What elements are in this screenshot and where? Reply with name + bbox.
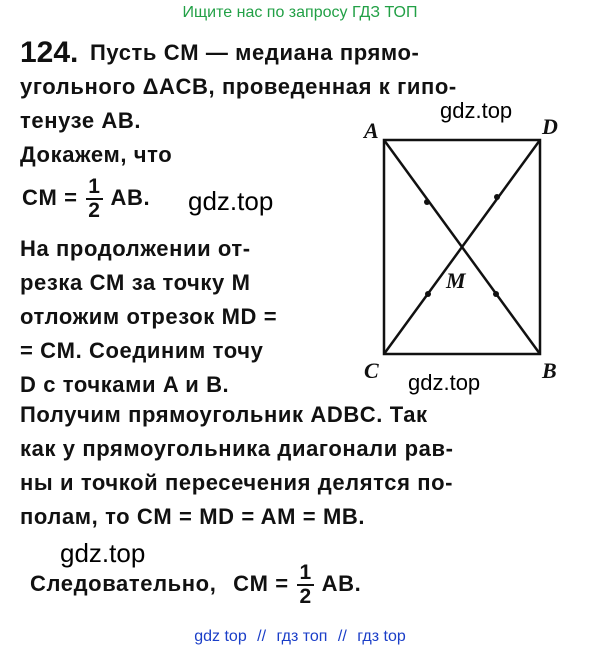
text-line-9: D с точками A и B.: [20, 372, 230, 397]
footer-separator-2: //: [337, 628, 347, 645]
conclusion-denominator: 2: [299, 585, 312, 608]
conclusion-numerator: 1: [299, 561, 312, 584]
point-label-M: M: [446, 268, 466, 293]
tick-mark-AM: [424, 199, 430, 205]
vertex-label-D: D: [542, 114, 558, 139]
conclusion-word: Следовательно,: [30, 570, 217, 596]
text-line-8: = CM. Соединим точу: [20, 338, 264, 363]
text-line-11: как у прямоугольника диагонали рав-: [20, 436, 454, 461]
conclusion-expr: CM =: [233, 570, 289, 596]
text-line-7: отложим отрезок MD =: [20, 304, 278, 329]
footer-link-1[interactable]: gdz top: [194, 628, 247, 645]
footer-link-3[interactable]: гдз top: [357, 628, 406, 645]
problem-number: 124.: [20, 36, 79, 69]
tick-mark-CM: [425, 291, 431, 297]
footer-link-2[interactable]: гдз топ: [276, 628, 328, 645]
vertex-label-B: B: [542, 358, 557, 383]
text-line-4: Докажем, что: [20, 142, 173, 167]
watermark-4: gdz.top: [60, 538, 146, 568]
footer-separator-1: //: [257, 628, 267, 645]
conclusion-right: AB.: [321, 570, 362, 596]
top-search-hint[interactable]: Ищите нас по запросу ГДЗ ТОП: [182, 4, 418, 21]
formula-right: AB.: [110, 184, 151, 210]
vertex-label-A: A: [364, 118, 379, 143]
tick-mark-MB: [493, 291, 499, 297]
vertex-label-C: C: [364, 358, 379, 383]
watermark-2: gdz.top: [188, 186, 274, 216]
text-line-6: резка CM за точку M: [20, 270, 251, 295]
watermark-1: gdz.top: [440, 98, 513, 123]
text-line-1: Пусть CM — медиана прямо-: [90, 40, 420, 65]
text-line-12: ны и точкой пересечения делятся по-: [20, 470, 454, 495]
text-line-3: тенузе AB.: [20, 108, 142, 133]
text-line-5: На продолжении от-: [20, 236, 251, 261]
text-line-2: угольного ΔACB, проведенная к гипо-: [20, 74, 457, 99]
fraction-numerator: 1: [88, 175, 101, 198]
footer-links: [0, 628, 600, 646]
fraction-denominator: 2: [88, 199, 101, 222]
tick-mark-MD: [494, 194, 500, 200]
watermark-3: gdz.top: [408, 370, 481, 395]
text-line-13: полам, то CM = MD = AM = MB.: [20, 504, 366, 529]
text-line-10: Получим прямоугольник ADBC. Так: [20, 402, 428, 427]
formula-left: CM =: [22, 184, 78, 210]
